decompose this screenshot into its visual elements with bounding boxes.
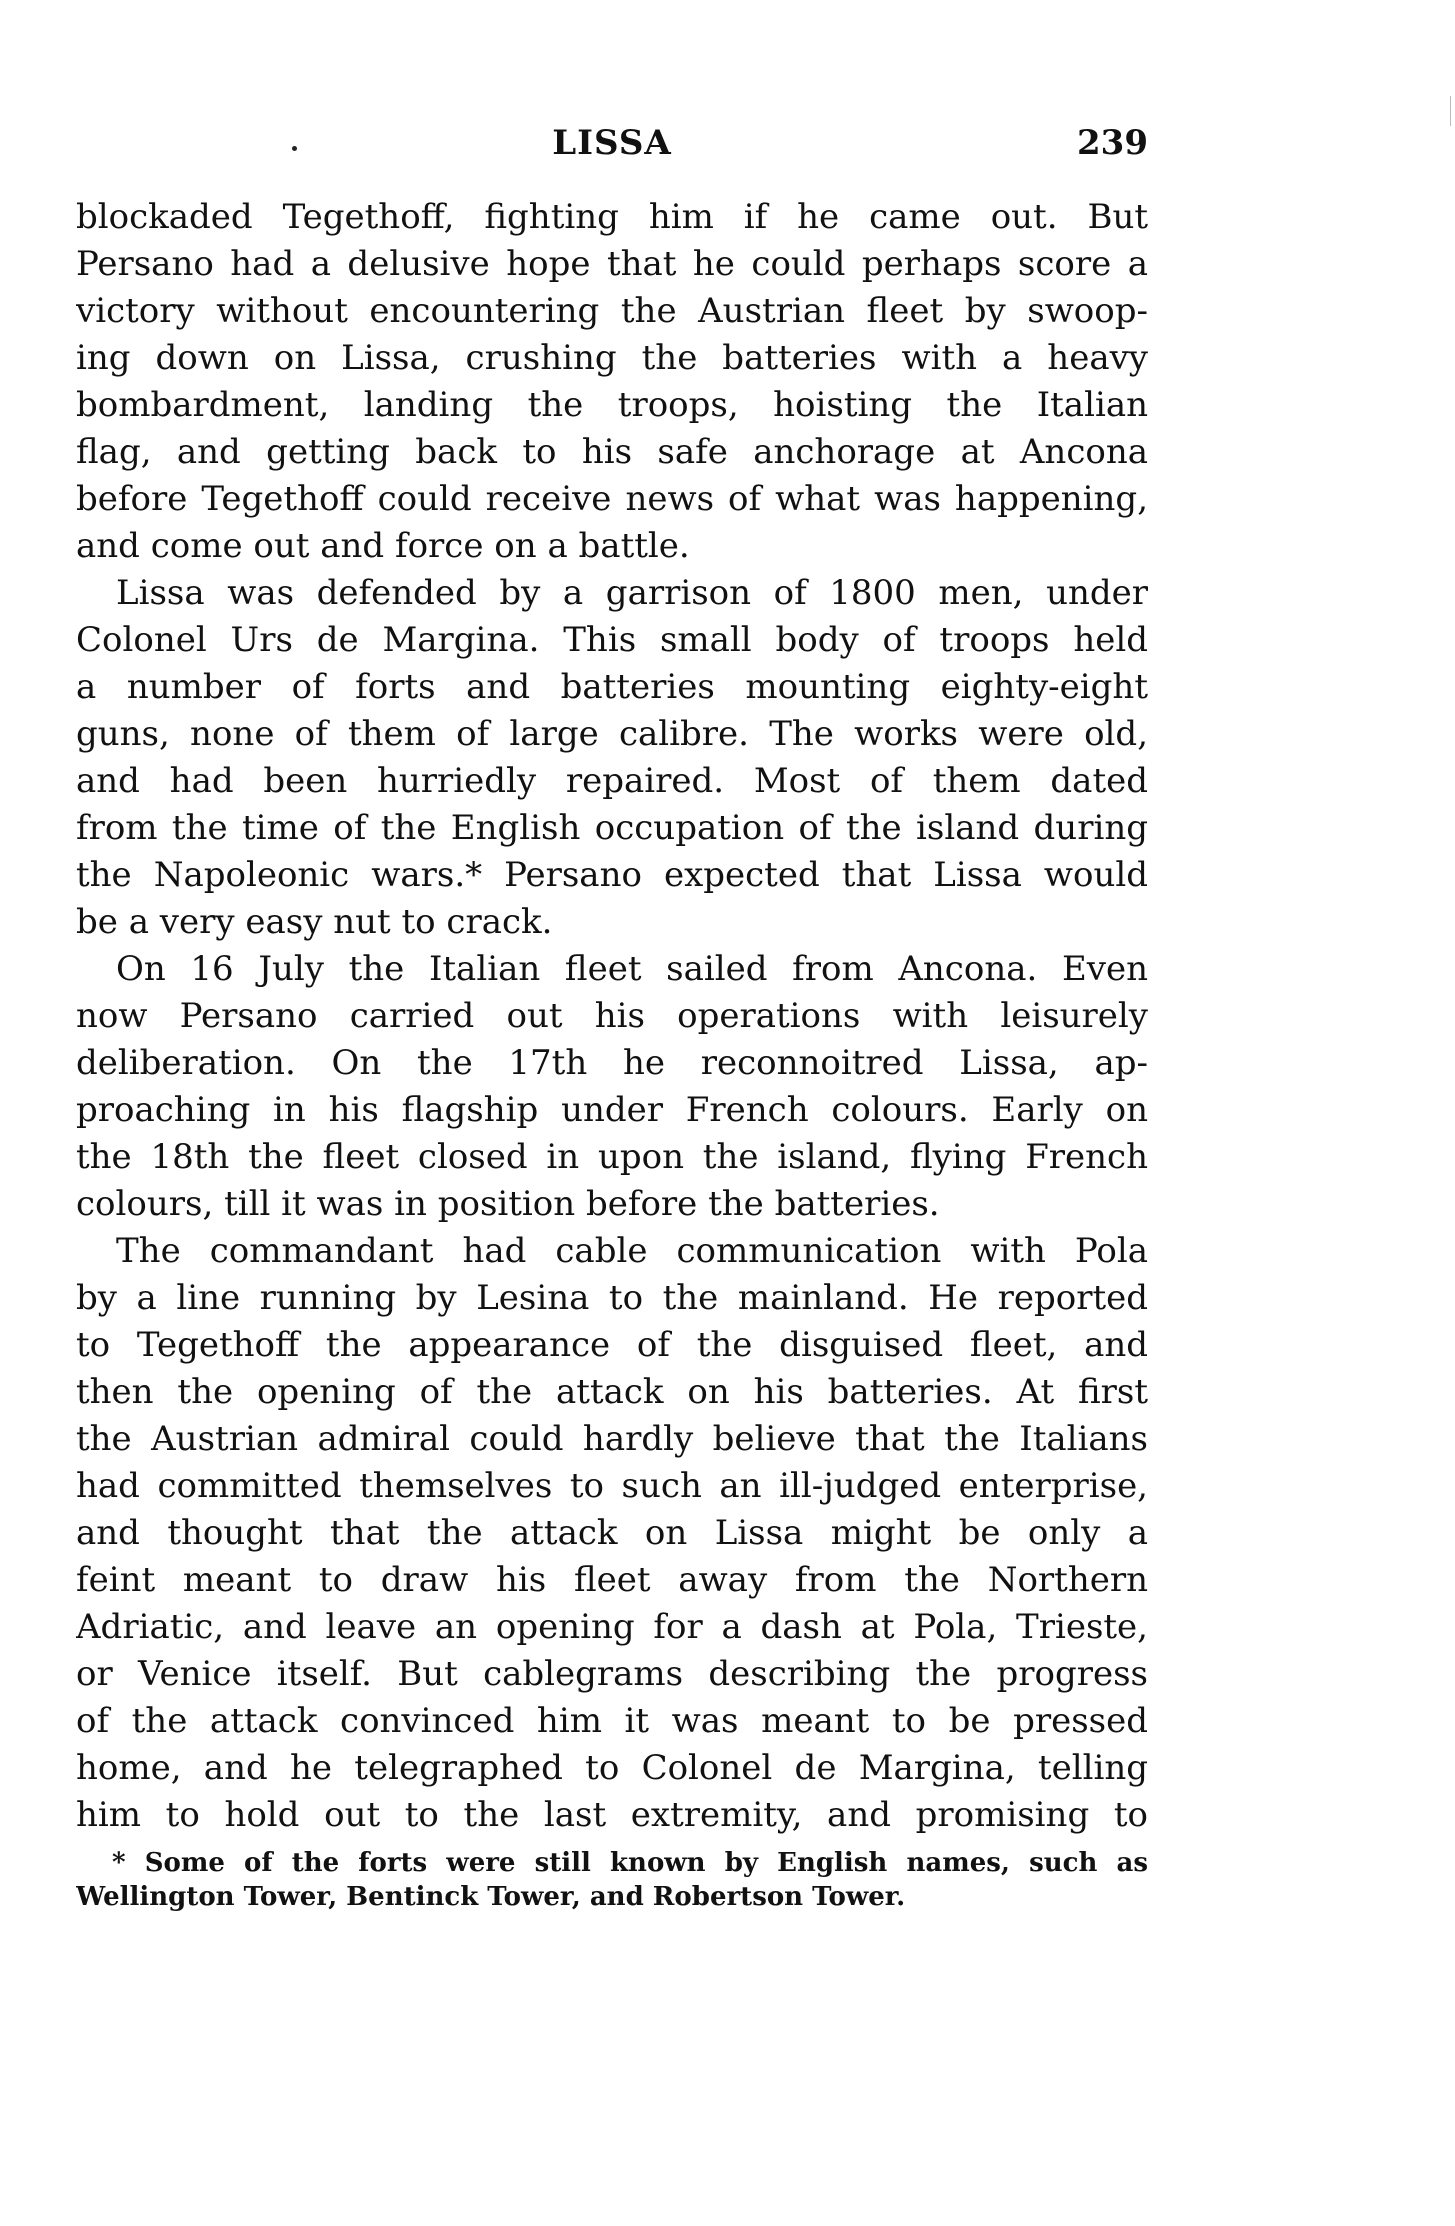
text-line: or Venice itself. But cablegrams describing the progress — [76, 1654, 1148, 1694]
footnote — [76, 1846, 1148, 1914]
text-line: flag, and getting back to his safe anchorage at Ancona — [76, 432, 1148, 472]
text-line: then the opening of the attack on his batteries. At first — [76, 1372, 1148, 1412]
footnote-line: Wellington Tower, Bentinck Tower, and Robertson Tower. — [76, 1882, 906, 1912]
text-line: home, and he telegraphed to Colonel de Margina, telling — [76, 1748, 1148, 1788]
text-line: the Austrian admiral could hardly believe that the Italians — [76, 1419, 1148, 1459]
header-title: LISSA — [552, 123, 672, 163]
text-line: by a line running by Lesina to the mainland. He reported — [76, 1278, 1148, 1318]
text-line: deliberation. On the 17th he reconnoitred Lissa, ap- — [76, 1043, 1148, 1083]
page-number: 239 — [1077, 123, 1148, 163]
text-line: colours, till it was in position before the batteries. — [76, 1184, 940, 1224]
text-line: guns, none of them of large calibre. The works were old, — [76, 714, 1148, 754]
text-line: blockaded Tegethoff, fighting him if he came out. But — [76, 197, 1148, 237]
text-line: proaching in his flagship under French colours. Early on — [76, 1090, 1148, 1130]
text-line: the Napoleonic wars.* Persano expected that Lissa would — [76, 855, 1148, 895]
text-line: and had been hurriedly repaired. Most of them dated — [76, 761, 1148, 801]
text-line: Lissa was defended by a garrison of 1800 men, under — [116, 573, 1148, 613]
text-line: victory without encountering the Austrian fleet by swoop- — [76, 291, 1148, 331]
text-line: had committed themselves to such an ill-judged enterprise, — [76, 1466, 1148, 1506]
text-line: before Tegethoff could receive news of what was happening, — [76, 479, 1148, 519]
text-line: be a very easy nut to crack. — [76, 902, 553, 942]
text-line: ing down on Lissa, crushing the batteries with a heavy — [76, 338, 1148, 378]
text-line: the 18th the fleet closed in upon the island, flying French — [76, 1137, 1148, 1177]
text-line: Persano had a delusive hope that he could perhaps score a — [76, 244, 1148, 284]
scan-edge-mark — [1450, 96, 1451, 126]
text-line: On 16 July the Italian fleet sailed from Ancona. Even — [116, 949, 1148, 989]
text-line: Adriatic, and leave an opening for a dash at Pola, Trieste, — [76, 1607, 1148, 1647]
text-line: to Tegethoff the appearance of the disguised fleet, and — [76, 1325, 1148, 1365]
text-line: bombardment, landing the troops, hoisting the Italian — [76, 385, 1148, 425]
text-line: and come out and force on a battle. — [76, 526, 690, 566]
text-line: of the attack convinced him it was meant to be pressed — [76, 1701, 1148, 1741]
text-line: feint meant to draw his fleet away from the Northern — [76, 1560, 1148, 1600]
text-line: from the time of the English occupation of the island during — [76, 808, 1148, 848]
body-text — [76, 194, 1148, 1839]
text-line: now Persano carried out his operations with leisurely — [76, 996, 1148, 1036]
text-line: him to hold out to the last extremity, and promising to — [76, 1795, 1148, 1835]
footnote-line: * Some of the forts were still known by English names, such as — [112, 1848, 1148, 1878]
text-line: and thought that the attack on Lissa might be only a — [76, 1513, 1148, 1553]
text-line: Colonel Urs de Margina. This small body of troops held — [76, 620, 1148, 660]
text-line: a number of forts and batteries mounting eighty-eight — [76, 667, 1148, 707]
text-line: The commandant had cable communication with Pola — [116, 1231, 1148, 1271]
running-header — [76, 118, 1148, 168]
